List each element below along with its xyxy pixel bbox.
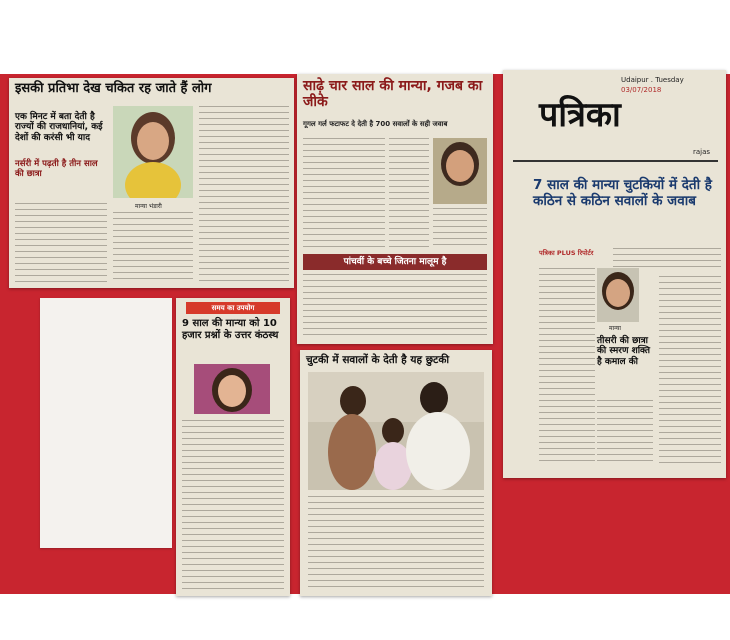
clipping-4: [176, 298, 290, 596]
clip4-body-text: [182, 420, 284, 590]
clip3-headline: 7 साल की मान्या चुटकियों में देती है कठिन से कठिन सवालों के जवाब: [533, 177, 712, 209]
clip3-rule: [513, 160, 718, 162]
clip2-child-face: [446, 150, 474, 182]
clip3-child-face: [606, 279, 630, 307]
clip5-child-head: [382, 418, 404, 444]
clip2-subhead: गूगल गर्ल फटाफट दे देती है 700 सवालों के सही जवाब: [303, 120, 448, 128]
clip1-photo: [113, 106, 193, 198]
clip3-body-text-2: [539, 268, 595, 466]
clip2-banner: पांचवीं के बच्चे जितना मालूम है: [303, 254, 487, 270]
clip4-kicker: समय का उपयोग: [186, 302, 280, 314]
clip2-photo: [433, 138, 487, 204]
clipping-1: [9, 78, 294, 288]
clip5-woman-body: [328, 414, 376, 490]
blank-paper: [40, 298, 172, 548]
clip1-child-face: [137, 122, 169, 160]
clip5-body-text: [308, 496, 484, 590]
clip3-photo: [597, 268, 639, 322]
clip2-body-text: [303, 138, 385, 248]
clip5-man-head: [420, 382, 448, 414]
clip4-headline: 9 साल की मान्या को 10 हजार प्रश्नों के उत्तर कंठस्थ: [182, 318, 279, 341]
clipping-5: [300, 350, 492, 596]
clip2-body-text-2: [389, 138, 429, 248]
clip1-child-body: [125, 162, 181, 198]
clip3-body-text-3: [597, 400, 653, 466]
clip2-body-text-4: [303, 274, 487, 338]
clip3-photo-caption: मान्या: [609, 325, 621, 332]
clip1-headline: इसकी प्रतिभा देख चकित रह जाते हैं लोग: [15, 81, 212, 96]
clipping-3: [503, 70, 726, 478]
clip5-wall: [308, 372, 484, 422]
clip2-headline: साढ़े चार साल की मान्या, गजब का जीके: [303, 78, 483, 111]
clip1-body-text-3: [199, 106, 289, 284]
clip3-corner: rajas: [693, 148, 711, 156]
clip1-photo-caption: मान्या भंडारी: [135, 203, 162, 210]
clip4-photo: [194, 364, 270, 414]
clip1-body-text: [15, 203, 107, 283]
clip3-body-text-4: [659, 276, 721, 466]
clip3-pull-quote: तीसरी की छात्रा की स्मरण शक्ति है कमाल की: [597, 336, 650, 367]
clip4-child-face: [218, 375, 246, 407]
clip3-reporter: पत्रिका PLUS रिपोर्टर: [539, 249, 594, 257]
clip3-date: 03/07/2018: [621, 86, 662, 94]
clip3-masthead-meta: Udaipur . Tuesday: [621, 76, 684, 84]
clipping-2: [297, 74, 493, 344]
clip5-man-body: [406, 412, 470, 490]
clip3-masthead: पत्रिका: [539, 95, 621, 135]
clip1-subdeck: नर्सरी में पढ़ती है तीन साल की छात्रा: [15, 159, 98, 179]
clip1-deck: एक मिनट में बता देती है राज्यों की राजधानियां, कई देशों की करंसी भी याद: [15, 112, 103, 143]
clip5-headline: चुटकी में सवालों के देती है यह छुटकी: [306, 354, 450, 366]
clip1-body-text-2: [113, 212, 193, 284]
clip5-woman-head: [340, 386, 366, 416]
clip2-body-text-3: [433, 208, 487, 248]
clip5-photo: [308, 372, 484, 490]
